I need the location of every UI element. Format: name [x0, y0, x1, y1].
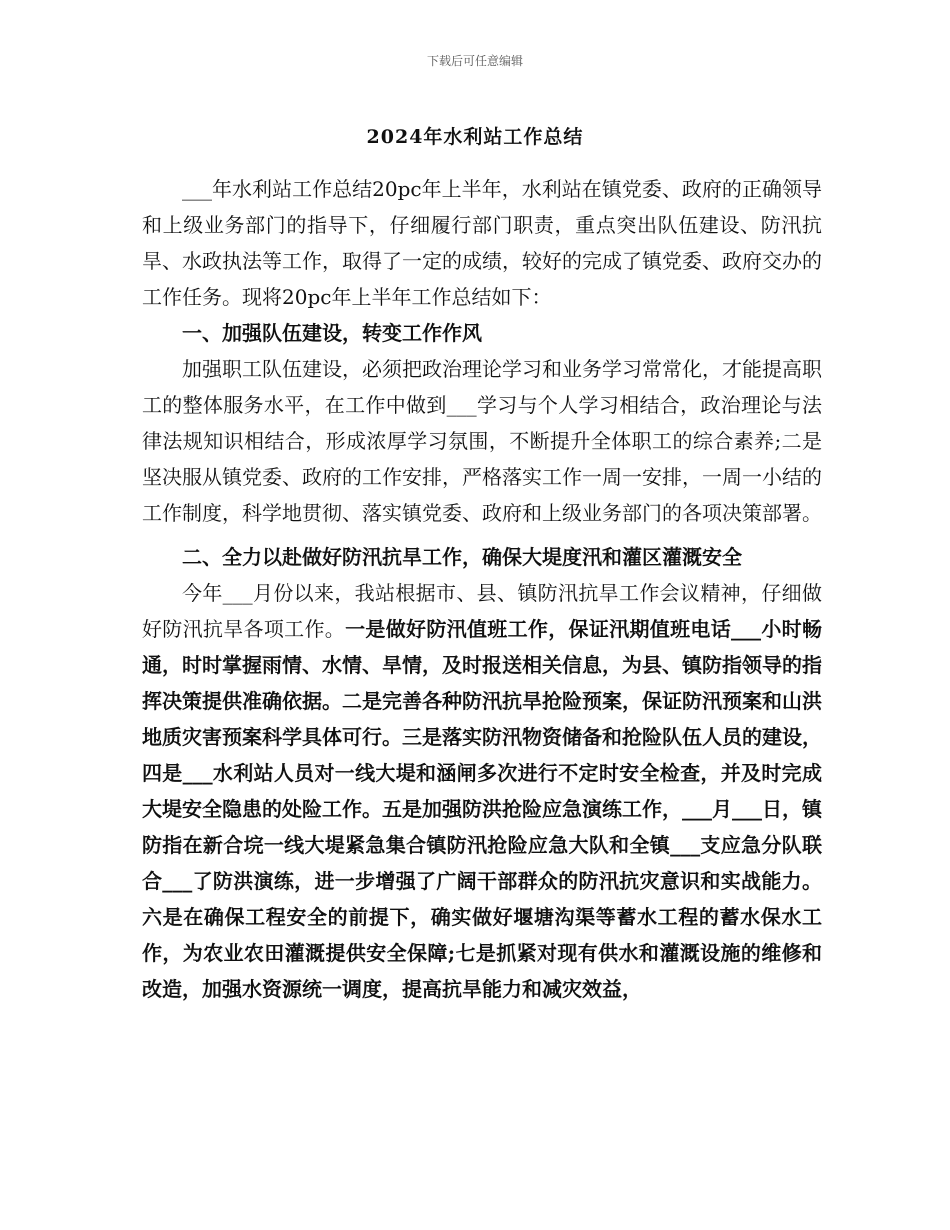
section-2-paragraph: [142, 575, 822, 1007]
section-2-bold-text: 一是做好防汛值班工作，保证汛期值班电话___小时畅通，时时掌握雨情、水情、旱情，及时报送相关信息，为县、镇防指领导的指挥决策提供准确依据。二是完善各种防汛抗旱抢险预案，保证防汛预案和山洪地质灾害预案科学具体可行。三是落实防汛物资储备和抢险队伍人员的建设，四是___水利站人员对一线大堤和涵闸多次进行不定时安全检查，并及时完成大堤安全隐患的处险工作。五是加强防洪抢险应急演练工作，___月___日，镇防指在新合垸一线大堤紧急集合镇防汛抢险应急大队和全镇___支应急分队联合___了防洪演练，进一步增强了广阔干部群众的防汛抗灾意识和实战能力。六是在确保工程安全的前提下，确实做好堰塘沟渠等蓄水工程的蓄水保水工作，为农业农田灌溉提供安全保障;七是抓紧对现有供水和灌溉设施的维修和改造，加强水资源统一调度，提高抗旱能力和减灾效益，: [142, 617, 822, 1001]
section-2-heading: 二、全力以赴做好防汛抗旱工作，确保大堤度汛和灌区灌溉安全: [182, 545, 742, 569]
section-1-paragraph: 加强职工队伍建设，必须把政治理论学习和业务学习常常化，才能提高职工的整体服务水平，在工作中做到___学习与个人学习相结合，政治理论与法律法规知识相结合，形成浓厚学习氛围，不断提升全体职工的综合素养;二是坚决服从镇党委、政府的工作安排，严格落实工作一周一安排，一周一小结的工作制度，科学地贯彻、落实镇党委、政府和上级业务部门的各项决策部署。: [142, 357, 822, 525]
document-body: [142, 171, 822, 1007]
document-title: 2024年水利站工作总结: [366, 126, 584, 148]
intro-paragraph: ___年水利站工作总结20pc年上半年，水利站在镇党委、政府的正确领导和上级业务部门的指导下，仔细履行部门职责，重点突出队伍建设、防汛抗旱、水政执法等工作，取得了一定的成绩，较好的完成了镇党委、政府交办的工作任务。现将20pc年上半年工作总结如下：: [142, 177, 822, 309]
section-1-heading: 一、加强队伍建设，转变工作作风: [182, 321, 482, 345]
section-2-lead-text: 今年___月份以来，我站根据市、县、镇防汛抗旱工作会议精神，仔细做好防汛抗旱各项工作。: [142, 581, 822, 641]
page-header-note: 下载后可任意编辑: [426, 54, 523, 68]
